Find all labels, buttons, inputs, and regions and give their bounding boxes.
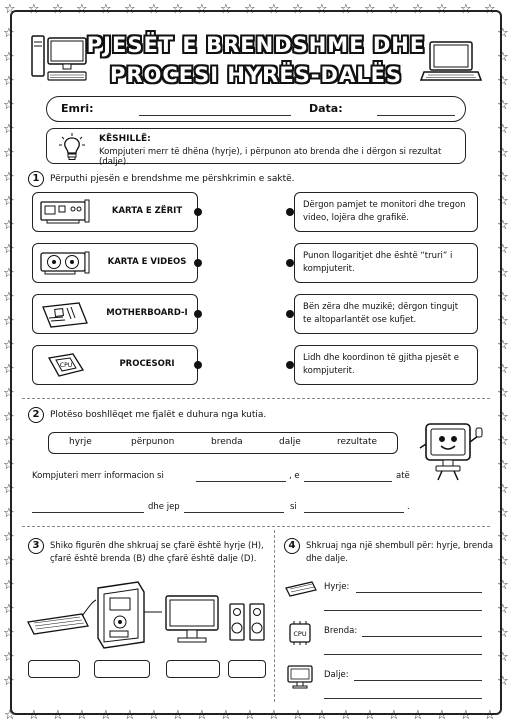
star-decoration: ☆ [3,194,15,209]
match-dot-right-2[interactable] [286,259,294,267]
star-decoration: ☆ [28,2,40,17]
star-decoration: ☆ [497,554,509,569]
description-box: Dërgon pamjet te monitori dhe tregon video, lojëra dhe grafikë. [294,192,478,232]
star-decoration: ☆ [172,708,184,723]
word-bank-item: hyrje [69,437,92,447]
video-card-icon [39,250,91,276]
star-decoration: ☆ [497,146,509,161]
component-label: KARTA E ZËRIT [111,206,183,216]
monitor-icon [166,596,218,642]
star-decoration: ☆ [4,708,16,723]
output-example-field-2[interactable] [324,698,482,699]
star-decoration: ☆ [497,386,509,401]
star-decoration: ☆ [3,218,15,233]
star-decoration: ☆ [3,434,15,449]
section-divider [22,526,490,527]
word-bank [48,432,398,454]
blank-3[interactable] [32,512,144,513]
column-divider [274,530,275,702]
star-decoration: ☆ [4,2,16,17]
star-decoration: ☆ [497,338,509,353]
star-decoration: ☆ [3,26,15,41]
title-line-1: PJESËT E BRENDSHME DHE [86,33,426,57]
star-decoration: ☆ [3,554,15,569]
star-decoration: ☆ [76,2,88,17]
star-decoration: ☆ [220,708,232,723]
answer-box-monitor[interactable] [166,660,220,678]
sound-card-icon [39,199,91,225]
speakers-icon [230,604,264,640]
section-divider [22,398,490,399]
monitor-icon [286,664,314,690]
star-decoration: ☆ [244,2,256,17]
star-decoration: ☆ [497,434,509,449]
component-box-video-card [32,243,198,283]
section-4-number: 4 [284,538,300,554]
star-decoration: ☆ [3,482,15,497]
monitor-mascot-icon [416,418,488,484]
answer-box-speakers[interactable] [228,660,266,678]
date-field[interactable] [377,115,455,116]
star-decoration: ☆ [196,708,208,723]
star-decoration: ☆ [3,242,15,257]
keyboard-icon [28,614,88,634]
star-decoration: ☆ [292,2,304,17]
star-decoration: ☆ [316,708,328,723]
tip-text: Kompjuteri merr të dhëna (hyrje), i përpunon ato brenda dhe i dërgon si rezultat (dalje). [99,147,442,167]
star-decoration: ☆ [3,530,15,545]
star-decoration: ☆ [364,708,376,723]
star-decoration: ☆ [497,626,509,641]
star-decoration: ☆ [497,194,509,209]
star-decoration: ☆ [412,2,424,17]
lightbulb-icon [57,132,87,162]
component-box-processor [32,345,198,385]
sentence-part-2: , e [289,471,300,481]
star-decoration: ☆ [497,74,509,89]
title-line-2: PROCESI HYRËS-DALËS [109,63,403,87]
match-dot-left-1[interactable] [194,208,202,216]
word-bank-item: përpunon [131,437,175,447]
star-decoration: ☆ [3,602,15,617]
star-decoration: ☆ [3,98,15,113]
star-decoration: ☆ [497,98,509,113]
star-decoration: ☆ [497,218,509,233]
star-decoration: ☆ [497,674,509,689]
star-decoration: ☆ [497,650,509,665]
input-example-label: Hyrje: [324,582,350,592]
star-decoration: ☆ [497,242,509,257]
star-decoration: ☆ [3,626,15,641]
star-decoration: ☆ [436,708,448,723]
word-bank-item: brenda [211,437,243,447]
star-decoration: ☆ [3,170,15,185]
match-dot-left-4[interactable] [194,361,202,369]
description-box: Punon llogaritjet dhe është “truri” i kompjuterit. [294,243,478,283]
star-decoration: ☆ [497,458,509,473]
star-decoration: ☆ [268,708,280,723]
section-3-instruction-1: Shiko figurën dhe shkruaj se çfarë është hyrje (H), [50,541,264,551]
laptop-icon [420,40,482,86]
internal-example-field[interactable] [362,636,482,637]
sentence-part-6: . [407,502,410,512]
output-example-label: Dalje: [324,670,349,680]
name-label: Emri: [61,102,94,115]
match-dot-left-2[interactable] [194,259,202,267]
sentence-part-3: atë [396,471,410,481]
star-decoration: ☆ [292,708,304,723]
section-3-instruction-2: çfarë është brenda (B) dhe çfarë është dalje (D). [50,554,257,564]
component-box-sound-card [32,192,198,232]
cpu-icon [286,620,314,646]
match-dot-left-3[interactable] [194,310,202,318]
cpu-icon [39,352,91,380]
sentence-part-1: Kompjuteri merr informacion si [32,471,164,481]
star-decoration: ☆ [3,386,15,401]
keyboard-icon [284,576,318,600]
star-decoration: ☆ [460,2,472,17]
star-decoration: ☆ [3,50,15,65]
star-decoration: ☆ [484,2,496,17]
star-decoration: ☆ [497,410,509,425]
tip-box [46,128,466,167]
internal-example-label: Brenda: [324,626,358,636]
star-decoration: ☆ [3,146,15,161]
star-decoration: ☆ [497,602,509,617]
star-decoration: ☆ [76,708,88,723]
component-label: KARTA E VIDEOS [107,257,187,267]
star-decoration: ☆ [3,290,15,305]
sentence-part-4: dhe jep [148,502,180,512]
star-decoration: ☆ [52,2,64,17]
date-label: Data: [309,102,343,115]
cpu-chip-text: CPU [59,362,73,369]
star-decoration: ☆ [3,314,15,329]
star-decoration: ☆ [220,2,232,17]
component-label: PROCESORI [119,359,175,369]
match-dot-right-3[interactable] [286,310,294,318]
star-decoration: ☆ [3,410,15,425]
star-decoration: ☆ [388,708,400,723]
match-dot-right-1[interactable] [286,208,294,216]
cpu-chip-text: CPU [293,630,307,638]
star-decoration: ☆ [3,650,15,665]
blank-1[interactable] [196,481,286,482]
blank-2[interactable] [304,481,392,482]
star-decoration: ☆ [484,708,496,723]
blank-5[interactable] [304,512,404,513]
star-decoration: ☆ [3,458,15,473]
star-decoration: ☆ [436,2,448,17]
star-decoration: ☆ [497,170,509,185]
star-decoration: ☆ [340,708,352,723]
star-decoration: ☆ [497,530,509,545]
answer-box-tower[interactable] [94,660,150,678]
star-decoration: ☆ [124,2,136,17]
word-bank-item: dalje [279,437,301,447]
section-3-number: 3 [28,538,44,554]
blank-4[interactable] [184,512,284,513]
star-decoration: ☆ [3,362,15,377]
section-1-instruction: Përputhi pjesën e brendshme me përshkrimin e saktë. [50,174,295,184]
star-decoration: ☆ [3,674,15,689]
star-decoration: ☆ [460,708,472,723]
description-box: Lidh dhe koordinon të gjitha pjesët e kompjuterit. [294,345,478,385]
star-decoration: ☆ [3,578,15,593]
star-decoration: ☆ [497,482,509,497]
input-example-field-2[interactable] [324,610,482,611]
description-box: Bën zëra dhe muzikë; dërgon tingujt te altoparlantët ose kufjet. [294,294,478,334]
star-decoration: ☆ [497,266,509,281]
star-decoration: ☆ [3,74,15,89]
answer-box-keyboard[interactable] [28,660,80,678]
pc-tower-icon [98,582,144,648]
star-decoration: ☆ [28,708,40,723]
tip-title: KËSHILLË: [99,134,151,144]
page-title [78,30,434,90]
star-decoration: ☆ [497,290,509,305]
star-decoration: ☆ [497,362,509,377]
motherboard-icon [39,301,91,329]
section-2-number: 2 [28,407,44,423]
star-decoration: ☆ [364,2,376,17]
star-decoration: ☆ [100,708,112,723]
name-date-bar [46,96,466,122]
star-decoration: ☆ [497,26,509,41]
star-decoration: ☆ [244,708,256,723]
star-decoration: ☆ [497,578,509,593]
star-decoration: ☆ [3,506,15,521]
section-4-instruction-1: Shkruaj nga një shembull për: hyrje, brenda [306,541,494,551]
computer-system-illustration [26,578,272,652]
star-decoration: ☆ [497,122,509,137]
star-decoration: ☆ [412,708,424,723]
star-decoration: ☆ [196,2,208,17]
star-decoration: ☆ [497,314,509,329]
desktop-computer-icon [30,34,90,84]
star-decoration: ☆ [388,2,400,17]
star-decoration: ☆ [148,708,160,723]
star-decoration: ☆ [3,266,15,281]
star-decoration: ☆ [340,2,352,17]
component-box-motherboard [32,294,198,334]
output-example-field[interactable] [354,680,482,681]
input-example-field[interactable] [356,592,482,593]
word-bank-item: rezultate [337,437,378,447]
star-decoration: ☆ [3,338,15,353]
star-decoration: ☆ [52,708,64,723]
star-decoration: ☆ [124,708,136,723]
star-decoration: ☆ [100,2,112,17]
star-decoration: ☆ [172,2,184,17]
name-field[interactable] [139,115,291,116]
sentence-part-5: si [290,502,297,512]
component-label: MOTHERBOARD-I [106,308,188,318]
section-4-instruction-2: dhe dalje. [306,554,348,564]
star-decoration: ☆ [3,122,15,137]
internal-example-field-2[interactable] [324,654,482,655]
star-decoration: ☆ [316,2,328,17]
match-dot-right-4[interactable] [286,361,294,369]
star-decoration: ☆ [497,50,509,65]
section-2-instruction: Plotëso boshllëqet me fjalët e duhura nga kutia. [50,410,267,420]
star-decoration: ☆ [148,2,160,17]
section-1-number: 1 [28,171,44,187]
star-decoration: ☆ [268,2,280,17]
star-decoration: ☆ [497,506,509,521]
